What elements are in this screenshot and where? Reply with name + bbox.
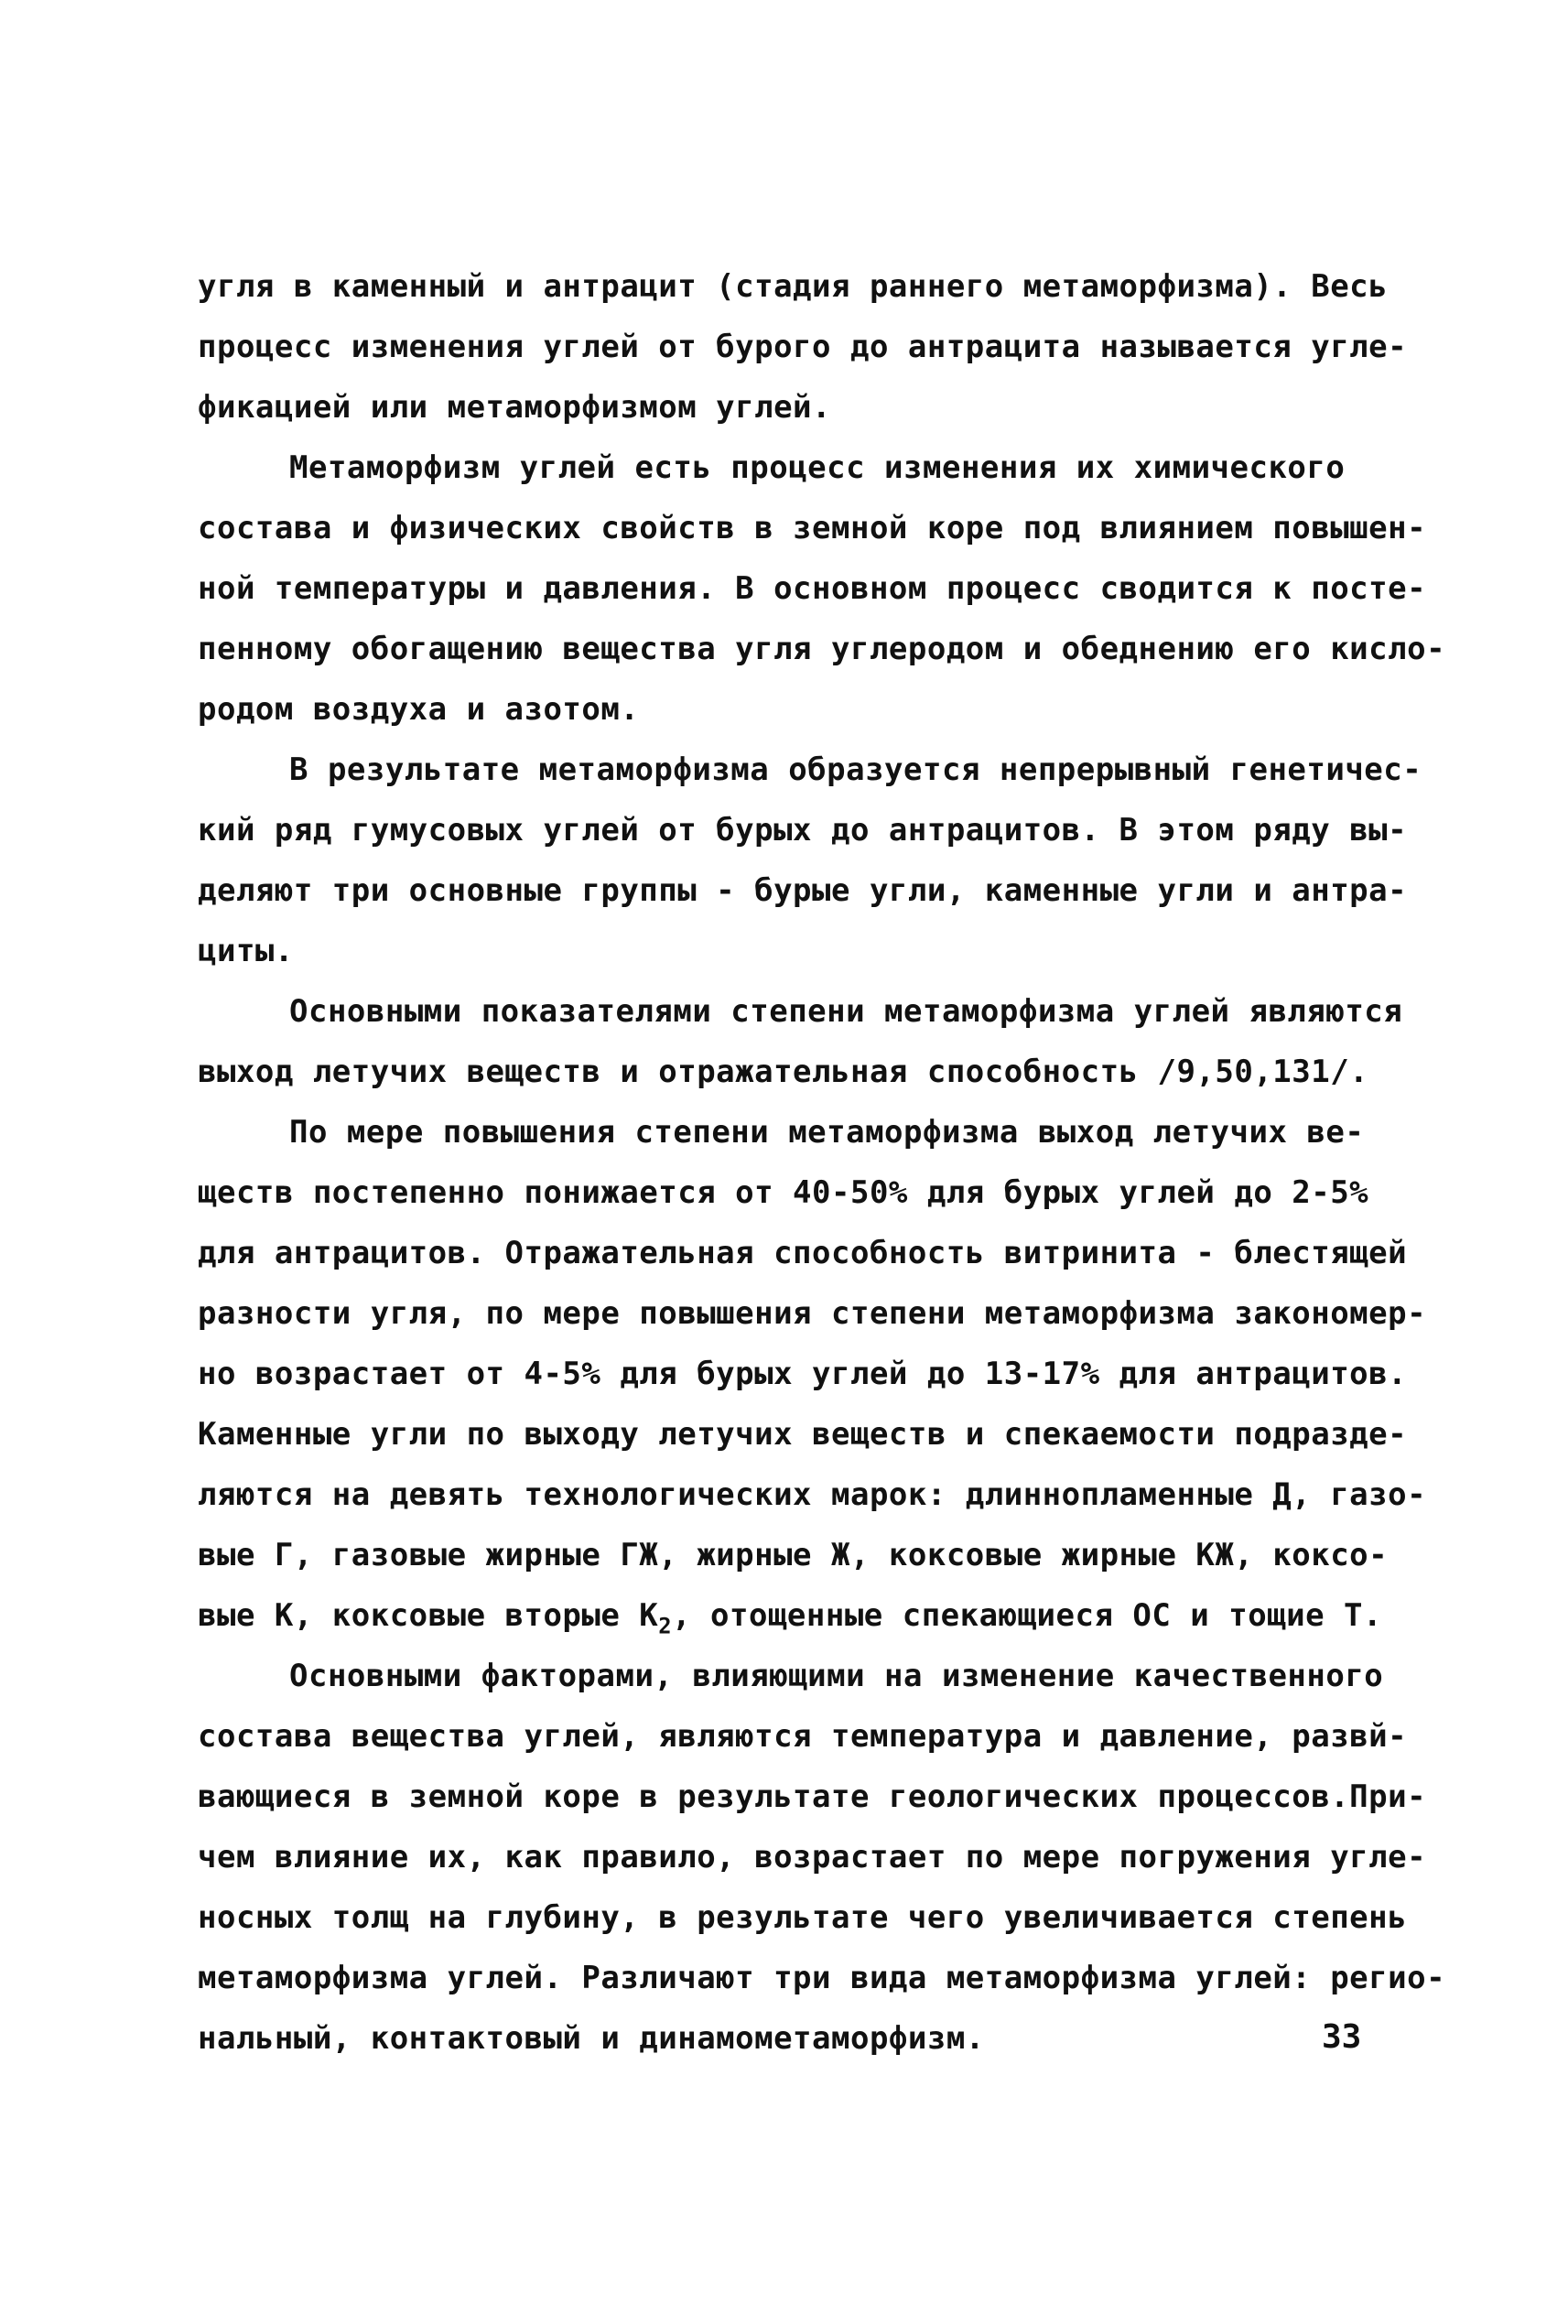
text-line: Каменные угли по выходу летучих веществ и спекаемости подразде-: [198, 1416, 1408, 1453]
text-line-with-subscript: [198, 1597, 1382, 1639]
text-line: состава и физических свойств в земной коре под влиянием повышен-: [198, 510, 1427, 546]
text-line: кий ряд гумусовых углей от бурых до антрацитов. В этом ряду вы-: [198, 812, 1408, 849]
text-line: состава вещества углей, являются температура и давление, развй-: [198, 1718, 1408, 1755]
text-line: угля в каменный и антрацит (стадия раннего метаморфизма). Весь: [198, 268, 1389, 305]
text-line: вающиеся в земной коре в результате геологических процессов.При-: [198, 1778, 1427, 1815]
text-line: фикацией или метаморфизмом углей.: [198, 389, 832, 426]
text-line: Основными факторами, влияющими на изменение качественного: [289, 1658, 1384, 1694]
text-line: циты.: [198, 933, 294, 969]
text-line: процесс изменения углей от бурого до антрацита называется угле-: [198, 329, 1408, 365]
text-line: ществ постепенно понижается от 40-50% для бурых углей до 2-5%: [198, 1174, 1369, 1211]
text-line: В результате метаморфизма образуется непрерывный генетичес-: [289, 751, 1422, 788]
text-line: нальный, контактовый и динамометаморфизм.: [198, 2020, 985, 2057]
text-line: Метаморфизм углей есть процесс изменения их химического: [289, 449, 1346, 486]
text-segment: вые К, коксовые вторые К: [198, 1597, 659, 1634]
text-line: но возрастает от 4-5% для бурых углей до 13-17% для антрацитов.: [198, 1356, 1408, 1392]
text-line: родом воздуха и азотом.: [198, 691, 640, 728]
text-line: ной температуры и давления. В основном процесс сводится к посте-: [198, 570, 1427, 607]
text-line: чем влияние их, как правило, возрастает по мере погружения угле-: [198, 1839, 1427, 1875]
text-line: метаморфизма углей. Различают три вида метаморфизма углей: регио-: [198, 1960, 1446, 1996]
subscript: 2: [658, 1613, 673, 1639]
text-line: носных толщ на глубину, в результате чего увеличивается степень: [198, 1899, 1408, 1936]
page-number: 33: [1322, 2018, 1362, 2056]
text-line: для антрацитов. Отражательная способность витринита - блестящей: [198, 1235, 1408, 1271]
text-segment: , отощенные спекающиеся ОС и тощие Т.: [672, 1597, 1382, 1634]
text-line: вые Г, газовые жирные ГЖ, жирные Ж, коксовые жирные КЖ, коксо-: [198, 1537, 1389, 1573]
text-line: По мере повышения степени метаморфизма выход летучих ве-: [289, 1114, 1365, 1151]
text-line: выход летучих веществ и отражательная способность /9,50,131/.: [198, 1054, 1369, 1090]
text-line: пенному обогащению вещества угля углеродом и обеднению его кисло-: [198, 631, 1446, 667]
text-line: ляются на девять технологических марок: длиннопламенные Д, газо-: [198, 1476, 1427, 1513]
text-line: разности угля, по мере повышения степени метаморфизма закономер-: [198, 1295, 1427, 1332]
text-line: деляют три основные группы - бурые угли, каменные угли и антра-: [198, 872, 1408, 909]
text-line: Основными показателями степени метаморфизма углей являются: [289, 993, 1403, 1030]
